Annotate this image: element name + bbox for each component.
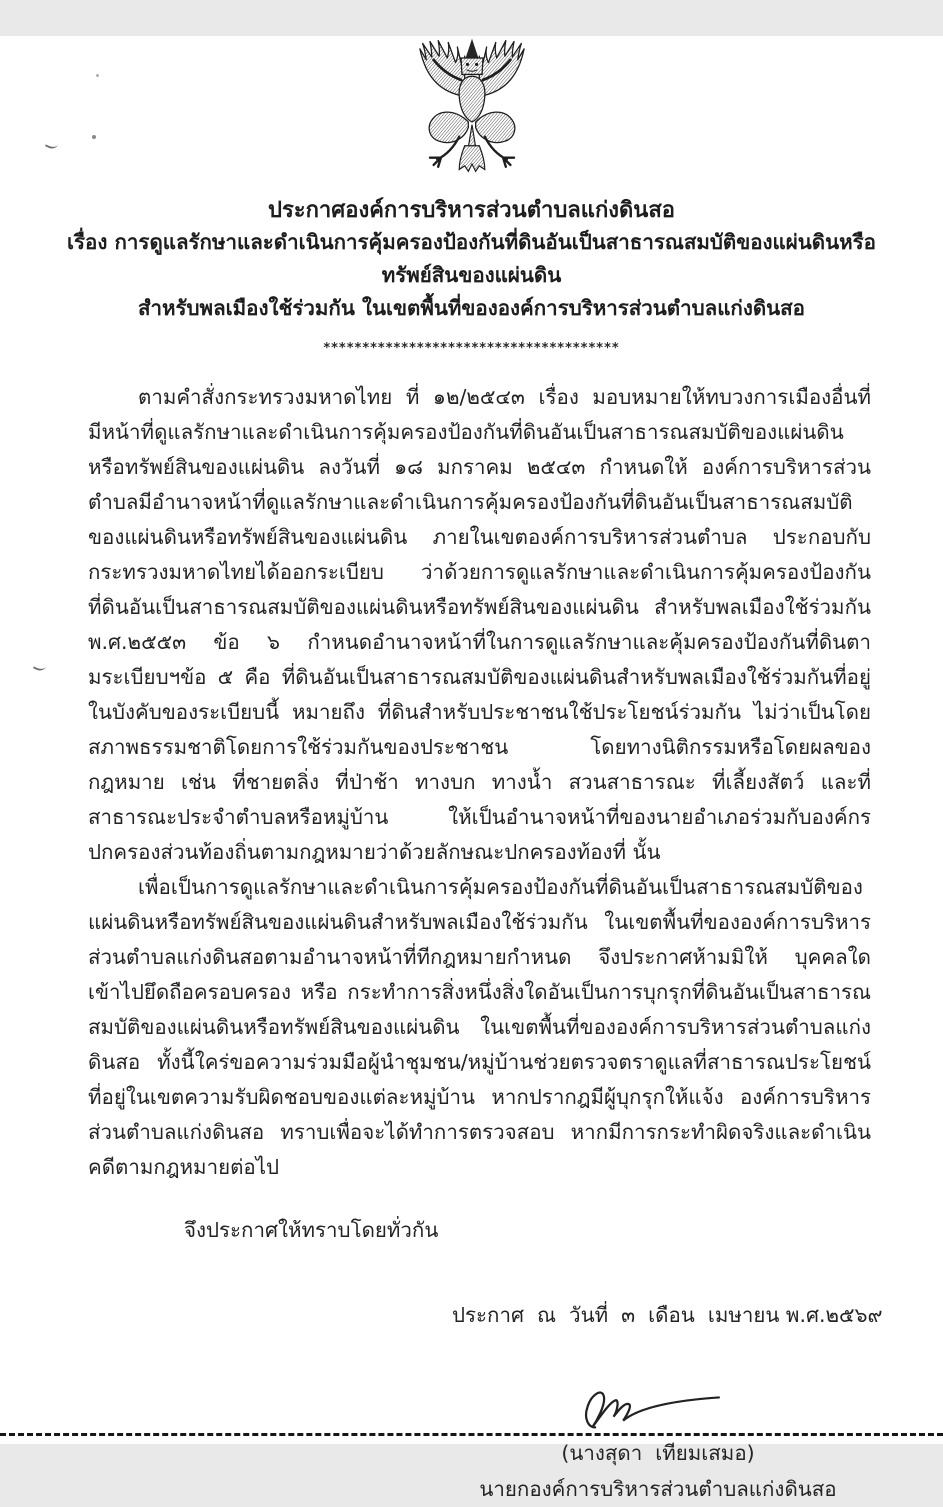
document-subject-line2: สำหรับพลเมืองใช้ร่วมกัน ในเขตพื้นที่ขององค์การบริหารส่วนตำบลแก่งดินสอ (138, 296, 805, 320)
signature-block (458, 1381, 858, 1507)
scan-mark (33, 660, 48, 673)
document-title: ประกาศองค์การบริหารส่วนตำบลแก่งดินสอ (268, 198, 675, 223)
scan-speckle (96, 74, 99, 77)
scanned-announcement-page (0, 36, 943, 1501)
garuda-emblem (408, 36, 536, 186)
proclamation-date-line: ประกาศ ณ วันที่ ๓ เดือน เมษายน พ.ศ.๒๕๖๙ (452, 1303, 883, 1327)
bottom-dashed-cut-line (0, 1433, 943, 1436)
scan-speckle (92, 135, 96, 139)
body-paragraph-1: ตามคำสั่งกระทรวงมหาดไทย ที่ ๑๒/๒๕๔๓ เรื่อง มอบหมายให้ทบวงการเมืองอื่นที่มีหน้าที่ดูแลรักษาและดำเนินการคุ้มครองป้องกันที่ดินอันเป็นสาธารณสมบัติของแผ่นดินหรือทรัพย์สินของแผ่นดิน ลงวันที่ ๑๘ มกราคม ๒๕๔๓ กำหนดให้ องค์การบริหารส่วนตำบลมีอำนาจหน้าที่ดูแลรักษาและดำเนินการคุ้มครองป้องกันที่ดินอันเป็นสาธารณสมบัติของแผ่นดินหรือทรัพย์สินของแผ่นดิน ภายในเขตองค์การบริหารส่วนตำบล ประกอบกับกระทรวงมหาดไทยได้ออกระเบียบ ว่าด้วยการดูแลรักษาและดำเนินการคุ้มครองป้องกันที่ดินอันเป็นสาธารณสมบัติของแผ่นดินหรือทรัพย์สินของแผ่นดิน สำหรับพลเมืองใช้ร่วมกัน พ.ศ.๒๕๕๓ ข้อ ๖ กำหนดอำนาจหน้าที่ในการดูแลรักษาและคุ้มครองป้องกันที่ดินตามระเบียบฯข้อ ๕ คือ ที่ดินอันเป็นสาธารณสมบัติของแผ่นดินสำหรับพลเมืองใช้ร่วมกันที่อยู่ในบังคับของระเบียบนี้ หมายถึง ที่ดินสำหรับประชาชนใช้ประโยชน์ร่วมกัน ไม่ว่าเป็นโดยสภาพธรรมชาติโดยการใช้ร่วมกันของประชาชน โดยทางนิติกรรมหรือโดยผลของกฎหมาย เช่น ที่ชายตลิ่ง ที่ป่าช้า ทางบก ทางน้ำ สวนสาธารณะ ที่เลี้ยงสัตว์ และที่สาธารณะประจำตำบลหรือหมู่บ้าน ให้เป็นอำนาจหน้าที่ของนายอำเภอร่วมกับองค์กรปกครองส่วนท้องถิ่นตามกฎหมายว่าด้วยลักษณะปกครองท้องที่ นั้น (88, 385, 871, 864)
signer-position: นายกองค์การบริหารส่วนตำบลแก่งดินสอ (479, 1477, 837, 1501)
scan-mark (45, 138, 60, 151)
body-paragraph-2: เพื่อเป็นการดูแลรักษาและดำเนินการคุ้มครองป้องกันที่ดินอันเป็นสาธารณสมบัติของแผ่นดินหรือทรัพย์สินของแผ่นดินสำหรับพลเมืองใช้ร่วมกัน ในเขตพื้นที่ขององค์การบริหารส่วนตำบลแก่งดินสอตามอำนาจหน้าที่ทีกฎหมายกำหนด จึงประกาศห้ามมิให้ บุคคลใด เข้าไปยึดถือครอบครอง หรือ กระทำการสิ่งหนึ่งสิ่งใดอันเป็นการบุกรุกที่ดินอันเป็นสาธารณสมบัติของแผ่นดินหรือทรัพย์สินของแผ่นดิน ในเขตพื้นที่ขององค์การบริหารส่วนตำบลแก่งดินสอ ทั้งนี้ใคร่ขอความร่วมมือผู้นำชุมชน/หมู่บ้านช่วยตรวจตราดูแลที่สาธารณประโยชน์ที่อยู่ในเขตความรับผิดชอบของแต่ละหมู่บ้าน หากปรากฎมีผู้บุกรุกให้แจ้ง องค์การบริหารส่วนตำบลแก่งดินสอ ทราบเพื่อจะได้ทำการตรวจสอบ หากมีการกระทำผิดจริงและดำเนินคดีตามกฎหมายต่อไป (88, 875, 871, 1179)
closing-statement: จึงประกาศให้ทราบโดยทั่วกัน (184, 1218, 439, 1242)
signature-mark (563, 1381, 753, 1439)
asterisk-divider: ************************************** (323, 341, 620, 356)
signer-name: (นางสุดา เทียมเสมอ) (561, 1441, 755, 1465)
document-subject-line1: เรื่อง การดูแลรักษาและดำเนินการคุ้มครองป้องกันที่ดินอันเป็นสาธารณสมบัติของแผ่นดินหรือทรัพย์สินของแผ่นดิน (67, 230, 876, 287)
document-body (88, 380, 871, 1185)
